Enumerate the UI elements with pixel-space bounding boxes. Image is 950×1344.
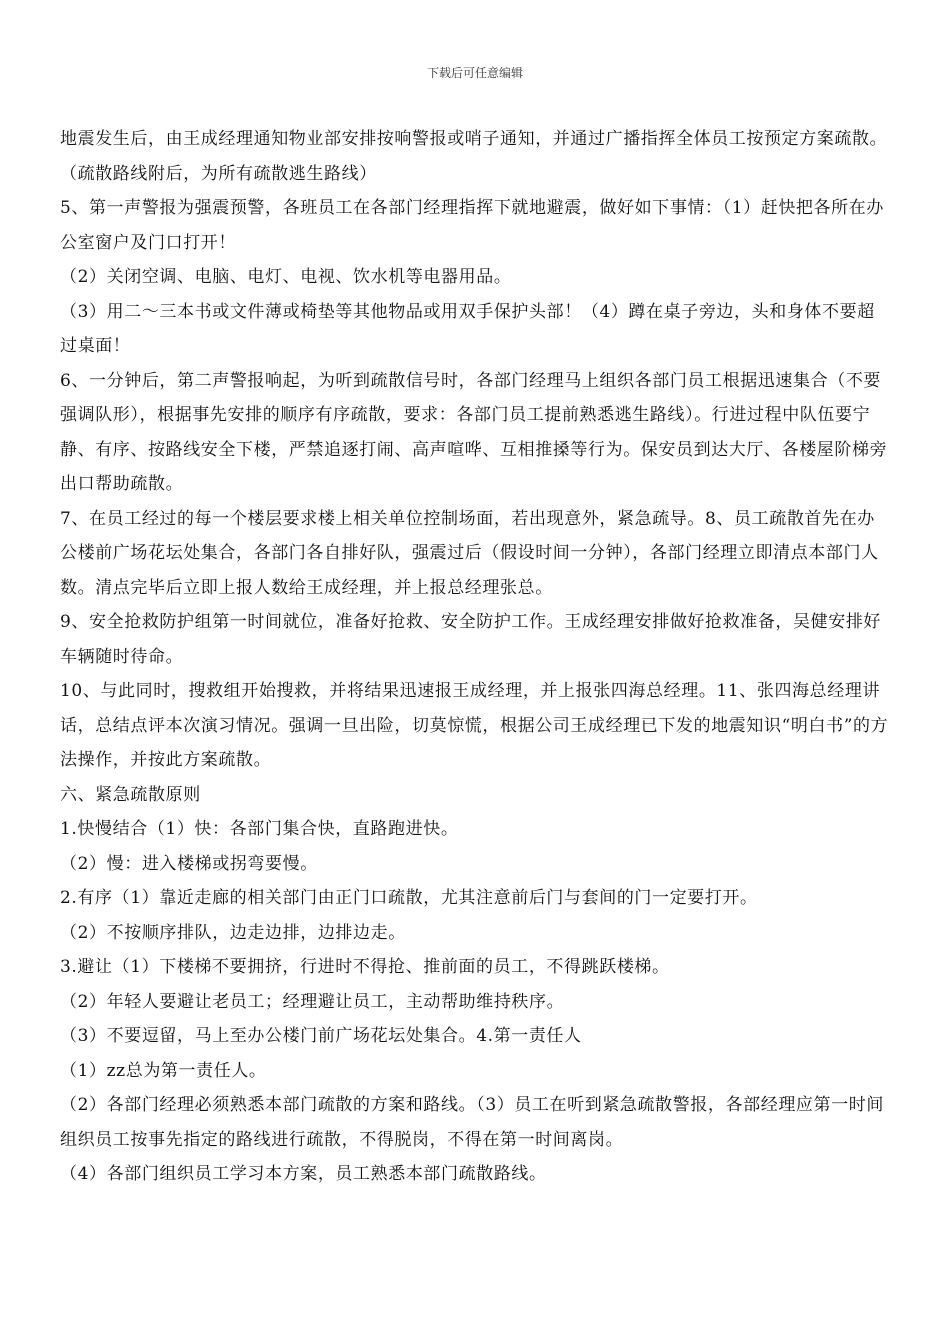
paragraph-step-5: 5、第一声警报为强震预警，各班员工在各部门经理指挥下就地避震，做好如下事情：（1）赶快把各所在办公室窗户及门口打开！ bbox=[60, 198, 884, 253]
paragraph-principle-1: 1.快慢结合（1）快：各部门集合快，直路跑进快。 bbox=[60, 819, 459, 839]
paragraph-step-10-11: 10、与此同时，搜救组开始搜救，并将结果迅速报王成经理，并上报张四海总经理。11、张四海总经理讲话，总结点评本次演习情况。强调一旦出险，切莫惊慌，根据公司王成经理已下发的地震知识“明白书”的方法操作，并按此方案疏散。 bbox=[60, 681, 889, 770]
paragraph-step-7-8: 7、在员工经过的每一个楼层要求楼上相关单位控制场面，若出现意外，紧急疏导。8、员工疏散首先在办公楼前广场花坛处集合，各部门各自排好队，强震过后（假设时间一分钟），各部门经理立即清点本部门人数。清点完毕后立即上报人数给王成经理，并上报总经理张总。 bbox=[60, 508, 879, 598]
paragraph-principle-4-1: （1）zz总为第一责任人。 bbox=[60, 1060, 267, 1081]
paragraph-step-5-2: （2）关闭空调、电脑、电灯、电视、饮水机等电器用品。 bbox=[60, 267, 512, 287]
paragraph-principle-2: 2.有序（1）靠近走廊的相关部门由正门口疏散，尤其注意前后门与套间的门一定要打开。 bbox=[60, 888, 758, 908]
paragraph-principle-3: 3.避让（1）下楼梯不要拥挤，行进时不得抢、推前面的员工，不得跳跃楼梯。 bbox=[60, 957, 670, 977]
paragraph-principle-3-3: （3）不要逗留，马上至办公楼门前广场花坛处集合。4.第一责任人 bbox=[60, 1026, 582, 1046]
page-header: 下载后可任意编辑 bbox=[426, 66, 523, 80]
document-body bbox=[60, 122, 892, 1192]
paragraph-principle-1-2: （2）慢：进入楼梯或拐弯要慢。 bbox=[60, 853, 318, 874]
paragraph-step-9: 9、安全抢救防护组第一时间就位，准备好抢救、安全防护工作。王成经理安排做好抢救准备，吴健安排好车辆随时待命。 bbox=[60, 612, 882, 667]
paragraph-principle-4-4: （4）各部门组织员工学习本方案，员工熟悉本部门疏散路线。 bbox=[60, 1164, 547, 1184]
section-heading-principles: 六、紧急疏散原则 bbox=[60, 784, 201, 805]
paragraph-evacuation-intro: 地震发生后，由王成经理通知物业部安排按响警报或哨子通知，并通过广播指挥全体员工按预定方案疏散。（疏散路线附后，为所有疏散逃生路线） bbox=[60, 129, 888, 184]
paragraph-step-6: 6、一分钟后，第二声警报响起，为听到疏散信号时，各部门经理马上组织各部门员工根据迅速集合（不要强调队形），根据事先安排的顺序有序疏散，要求：各部门员工提前熟悉逃生路线）。行进过程中队伍要宁静、有序、按路线安全下楼，严禁追逐打闹、高声喧哗、互相推搡等行为。保安员到达大厅、各楼屋阶梯旁出口帮助疏散。 bbox=[60, 370, 888, 494]
paragraph-principle-3-2: （2）年轻人要避让老员工；经理避让员工，主动帮助维持秩序。 bbox=[60, 991, 565, 1012]
paragraph-principle-2-2: （2）不按顺序排队，边走边排，边排边走。 bbox=[60, 922, 406, 943]
paragraph-principle-4-2: （2）各部门经理必须熟悉本部门疏散的方案和路线。（3）员工在听到紧急疏散警报，各部经理应第一时间组织员工按事先指定的路线进行疏散，不得脱岗，不得在第一时间离岗。 bbox=[60, 1095, 884, 1150]
paragraph-step-5-3: （3）用二～三本书或文件薄或椅垫等其他物品或用双手保护头部！（4）蹲在桌子旁边，头和身体不要超过桌面！ bbox=[60, 301, 875, 356]
